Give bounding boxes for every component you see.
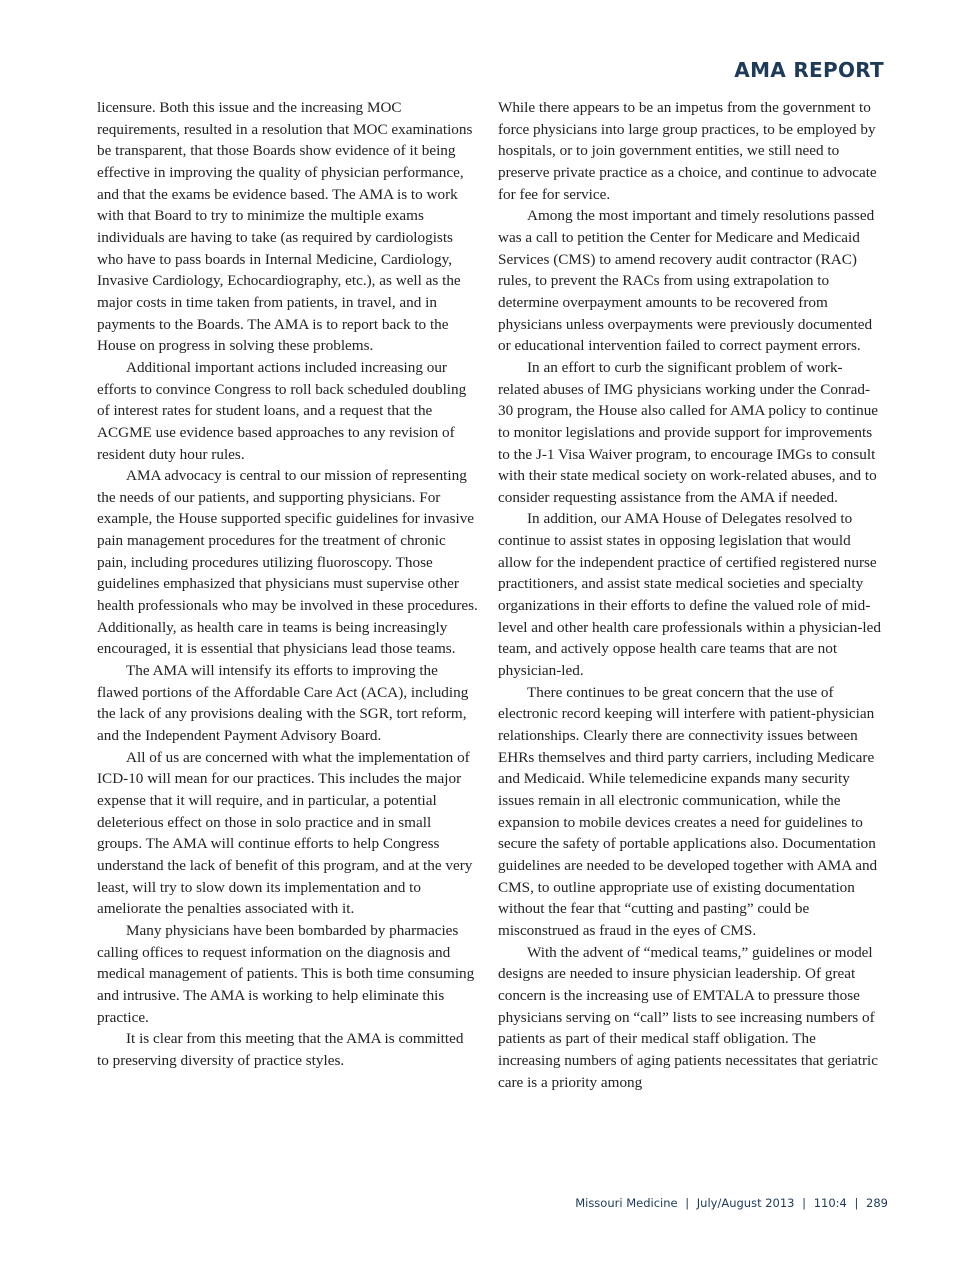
right-column (498, 97, 882, 1093)
paragraph: In an effort to curb the significant problem of work-related abuses of IMG physicians working under the Conrad-30 program, the House also called for AMA policy to continue to monitor legislations and provide support for improvements to the J-1 Visa Waiver program, to encourage IMGs to consult with their state medical society on work-related abuses, and to consider requesting assistance from the AMA if needed. (498, 358, 879, 506)
page-number: 289 (866, 1196, 888, 1210)
left-column (97, 97, 479, 1072)
paragraph: The AMA will intensify its efforts to improving the flawed portions of the Affordable Care Act (ACA), including the lack of any provisions dealing with the SGR, tort reform, and the Independent Payment Advisory Board. (97, 662, 469, 745)
paragraph: All of us are concerned with what the implementation of ICD-10 will mean for our practices. This includes the major expense that it will require, and in particular, a potential deleterious effect on those in solo practice and in small groups. The AMA will continue efforts to help Congress understand the lack of benefit of this program, and at the very least, will try to slow down its implementation and to ameliorate the penalties associated with it. (97, 748, 473, 918)
footer-separator: | (685, 1196, 690, 1210)
publication-name: Missouri Medicine (575, 1196, 678, 1210)
section-title: AMA REPORT (734, 58, 884, 82)
paragraph: Among the most important and timely resolutions passed was a call to petition the Center for Medicare and Medicaid Services (CMS) to amend recovery audit contractor (RAC) rules, to prevent the RACs from using extrapolation to determine overpayment amounts to be recovered from physicians unless overpayments were previously documented or educational intervention failed to correct payment errors. (498, 207, 875, 355)
paragraph: Additional important actions included increasing our efforts to convince Congress to roll back scheduled doubling of interest rates for student loans, and a request that the ACGME use evidence based approaches to any revision of resident duty hour rules. (97, 358, 467, 463)
page-footer (575, 1196, 888, 1210)
footer-separator: | (854, 1196, 859, 1210)
volume-issue: 110:4 (813, 1196, 847, 1210)
paragraph: AMA advocacy is central to our mission of representing the needs of our patients, and supporting physicians. For example, the House supported specific guidelines for invasive pain management procedures for the treatment of chronic pain, including procedures utilizing fluoroscopy. Those guidelines emphasized that physicians must supervise other health professionals who may be involved in these procedures. Additionally, as health care in teams is being increasingly encouraged, it is essential that physicians lead those teams. (97, 467, 478, 658)
paragraph: While there appears to be an impetus from the government to force physicians into large group practices, to be employed by hospitals, or to join government entities, we still need to preserve private practice as a choice, and continue to advocate for fee for service. (498, 99, 877, 203)
issue-date: July/August 2013 (696, 1196, 795, 1210)
paragraph: Many physicians have been bombarded by pharmacies calling offices to request information on the diagnosis and medical management of patients. This is both time consuming and intrusive. The AMA is working to help eliminate this practice. (97, 921, 475, 1026)
paragraph: It is clear from this meeting that the AMA is committed to preserving diversity of practice styles. (97, 1030, 464, 1069)
paragraph: licensure. Both this issue and the increasing MOC requirements, resulted in a resolution that MOC examinations be transparent, that those Boards show evidence of it being effective in improving the quality of physician performance, and that the exams be evidence based. The AMA is to work with that Board to try to minimize the multiple exams individuals are having to take (as required by cardiologists who have to pass boards in Internal Medicine, Cardiology, Invasive Cardiology, Echocardiography, etc.), as well as the major costs in time taken from patients, in travel, and in payments to the Boards. The AMA is to report back to the House on progress in solving these problems. (97, 99, 473, 355)
footer-separator: | (802, 1196, 807, 1210)
paragraph: With the advent of “medical teams,” guidelines or model designs are needed to insure physician leadership. Of great concern is the increasing use of EMTALA to pressure those physicians serving on “call” lists to see increasing numbers of patients as part of their medical staff obligation. The increasing numbers of aging patients necessitates that geriatric care is a priority among (498, 943, 878, 1091)
paragraph: In addition, our AMA House of Delegates resolved to continue to assist states in opposing legislation that would allow for the independent practice of certified registered nurse practitioners, and assist state medical societies and specialty organizations in their efforts to define the valued role of mid-level and other health care professionals within a physician-led team, and actively oppose health care teams that are not physician-led. (498, 510, 881, 680)
paragraph: There continues to be great concern that the use of electronic record keeping will interfere with patient-physician relationships. Clearly there are connectivity issues between EHRs themselves and third party carriers, including Medicare and Medicaid. While telemedicine expands many security issues remain in all electronic communication, while the expansion to mobile devices creates a need for guidelines to secure the safety of portable applications also. Documentation guidelines are needed to be developed together with AMA and CMS, to outline appropriate use of existing documentation without the fear that “cutting and pasting” could be misconstrued as fraud in the eyes of CMS. (498, 683, 878, 939)
